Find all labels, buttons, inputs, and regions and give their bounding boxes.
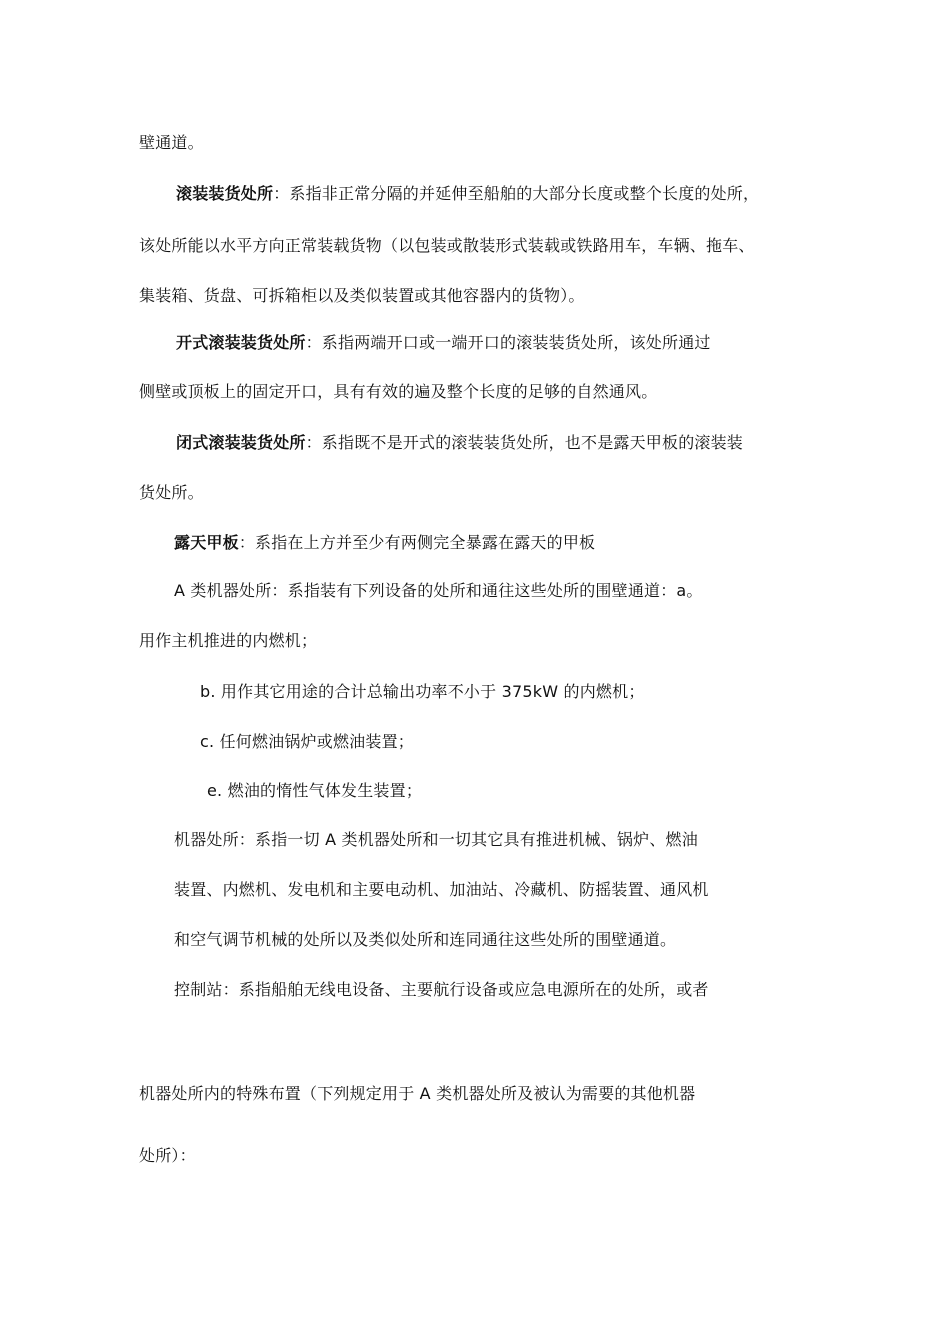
definition-line: 滚装装货处所：系指非正常分隔的并延伸至船舶的大部分长度或整个长度的处所， [176, 184, 760, 203]
text-line: 控制站：系指船舶无线电设备、主要航行设备或应急电源所在的处所，或者 [174, 980, 709, 999]
text-line: 货处所。 [139, 483, 204, 502]
defined-term: 露天甲板 [174, 533, 239, 552]
list-item: c. 任何燃油锅炉或燃油装置； [200, 732, 414, 751]
list-item: b. 用作其它用途的合计总输出功率不小于 375kW 的内燃机； [200, 682, 645, 701]
text-line: 该处所能以水平方向正常装载货物（以包装或散装形式装载或铁路用车，车辆、拖车、 [139, 236, 755, 255]
text-line: 机器处所内的特殊布置（下列规定用于 A 类机器处所及被认为需要的其他机器 [139, 1084, 696, 1103]
definition-line: 露天甲板：系指在上方并至少有两侧完全暴露在露天的甲板 [174, 533, 596, 552]
defined-term: 闭式滚装装货处所 [176, 433, 306, 452]
text-line: 机器处所：系指一切 A 类机器处所和一切其它具有推进机械、锅炉、燃油 [174, 830, 698, 849]
text-line: 装置、内燃机、发电机和主要电动机、加油站、冷藏机、防摇装置、通风机 [174, 880, 709, 899]
text-line: 处所）： [139, 1146, 196, 1165]
text-line: 壁通道。 [139, 133, 204, 152]
definition-line: 闭式滚装装货处所：系指既不是开式的滚装装货处所，也不是露天甲板的滚装装 [176, 433, 744, 452]
text-line: 侧壁或顶板上的固定开口，具有有效的遍及整个长度的足够的自然通风。 [139, 382, 658, 401]
defined-term: 滚装装货处所 [176, 184, 274, 203]
text-line: A 类机器处所：系指装有下列设备的处所和通往这些处所的围壁通道：a。 [174, 581, 703, 600]
text-line: 集装箱、货盘、可拆箱柜以及类似装置或其他容器内的货物）。 [139, 286, 585, 305]
text-line: 和空气调节机械的处所以及类似处所和连同通往这些处所的围壁通道。 [174, 930, 677, 949]
text-line: 用作主机推进的内燃机； [139, 631, 318, 650]
list-item: e. 燃油的惰性气体发生装置； [207, 781, 423, 800]
definition-line: 开式滚装装货处所：系指两端开口或一端开口的滚装装货处所，该处所通过 [176, 333, 711, 352]
defined-term: 开式滚装装货处所 [176, 333, 306, 352]
